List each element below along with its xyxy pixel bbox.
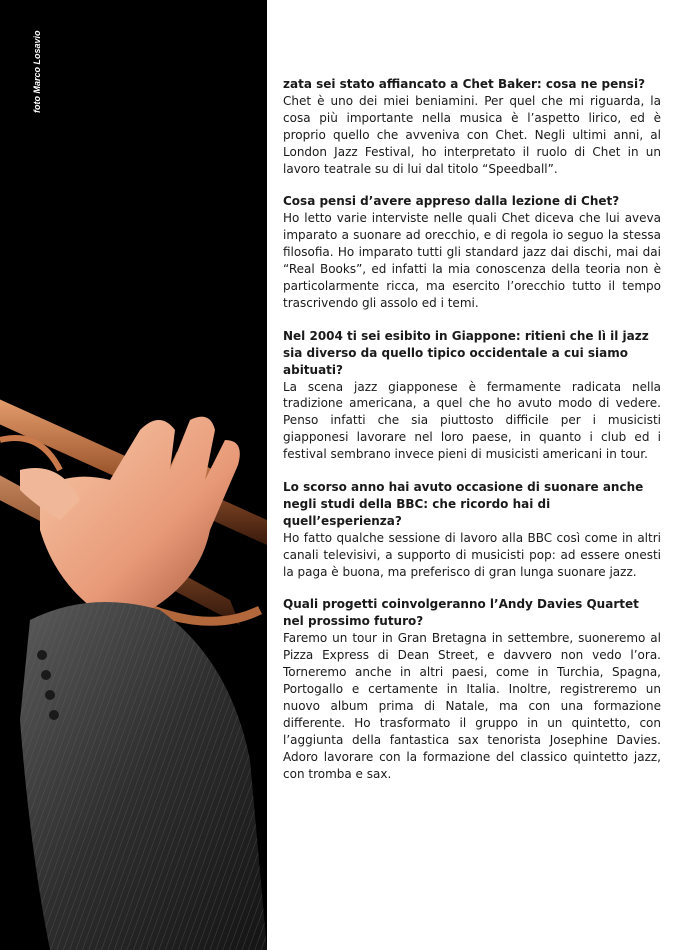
answer: La scena jazz giapponese è fermamente radicata nella tradizione americana, a quel che ho avuto modo di vedere. Penso infatti che sia piuttosto difficile per i musicisti giapponesi lavorare nel loro paese, in quanto i club ed i festival sembrano invece pieni di musicisti americani in tour.: [283, 379, 661, 462]
answer: Ho fatto qualche sessione di lavoro alla BBC così come in altri canali televisivi, a supporto di musicisti pop: ad essere onesti la paga è buona, ma preferisco di gran lunga suonare jazz.: [283, 530, 661, 579]
answer: Chet è uno dei miei beniamini. Per quel che mi riguarda, la cosa più importante nella musica è l’aspetto lirico, ed è proprio quello che avveniva con Chet. Negli ultimi anni, al London Jazz Festival, ho interpretato il ruolo di Chet in un lavoro teatrale su di lui dal titolo “Speedball”.: [283, 93, 661, 176]
qa-block: [283, 479, 661, 580]
qa-block: [283, 328, 661, 463]
question: zata sei stato affiancato a Chet Baker: cosa ne pensi?: [283, 77, 646, 91]
answer: Ho letto varie interviste nelle quali Chet diceva che lui aveva imparato a suonare ad orecchio, e di regola io seguo la stessa filosofia. Ho imparato tutti gli standard jazz dai dischi, mai dai “Real Books”, ed infatti la mia conoscenza della teoria non è particolarmente ricca, ma esercito l’orecchio tutto il tempo trascrivendo gli assolo ed i temi.: [283, 211, 661, 310]
qa-block: [283, 193, 661, 311]
qa-block: [283, 596, 661, 782]
trumpet-player-illustration: [0, 0, 267, 950]
question: Cosa pensi d’avere appreso dalla lezione di Chet?: [283, 194, 620, 209]
question: Nel 2004 ti sei esibito in Giappone: ritieni che lì il jazz sia diverso da quello tipico occidentale a cui siamo abituati?: [283, 328, 649, 377]
question: Lo scorso anno hai avuto occasione di suonare anche negli studi della BBC: che ricordo hai di quell’esperienza?: [283, 480, 644, 528]
question: Quali progetti coinvolgeranno l’Andy Davies Quartet nel prossimo futuro?: [283, 597, 639, 629]
jacket-sleeve: [20, 602, 267, 950]
interview-article: [283, 76, 661, 798]
photo-credit: foto Marco Losavio: [32, 30, 42, 113]
qa-block: [283, 76, 661, 177]
answer: Faremo un tour in Gran Bretagna in settembre, suoneremo al Pizza Express di Dean Street, e davvero non vedo l’ora. Torneremo anche in altri paesi, come in Turchia, Spagna, Portogallo e certamente in Italia. Inoltre, registreremo un nuovo album prima di Natale, ma con una formazione differente. Ho trasformato il gruppo in un quintetto, con l’aggiunta della fantastica sax tenorista Josephine Davies. Adoro lavorare con la formazione del classico quintetto jazz, con tromba e sax.: [283, 631, 661, 781]
trumpet-photo: [0, 0, 267, 950]
